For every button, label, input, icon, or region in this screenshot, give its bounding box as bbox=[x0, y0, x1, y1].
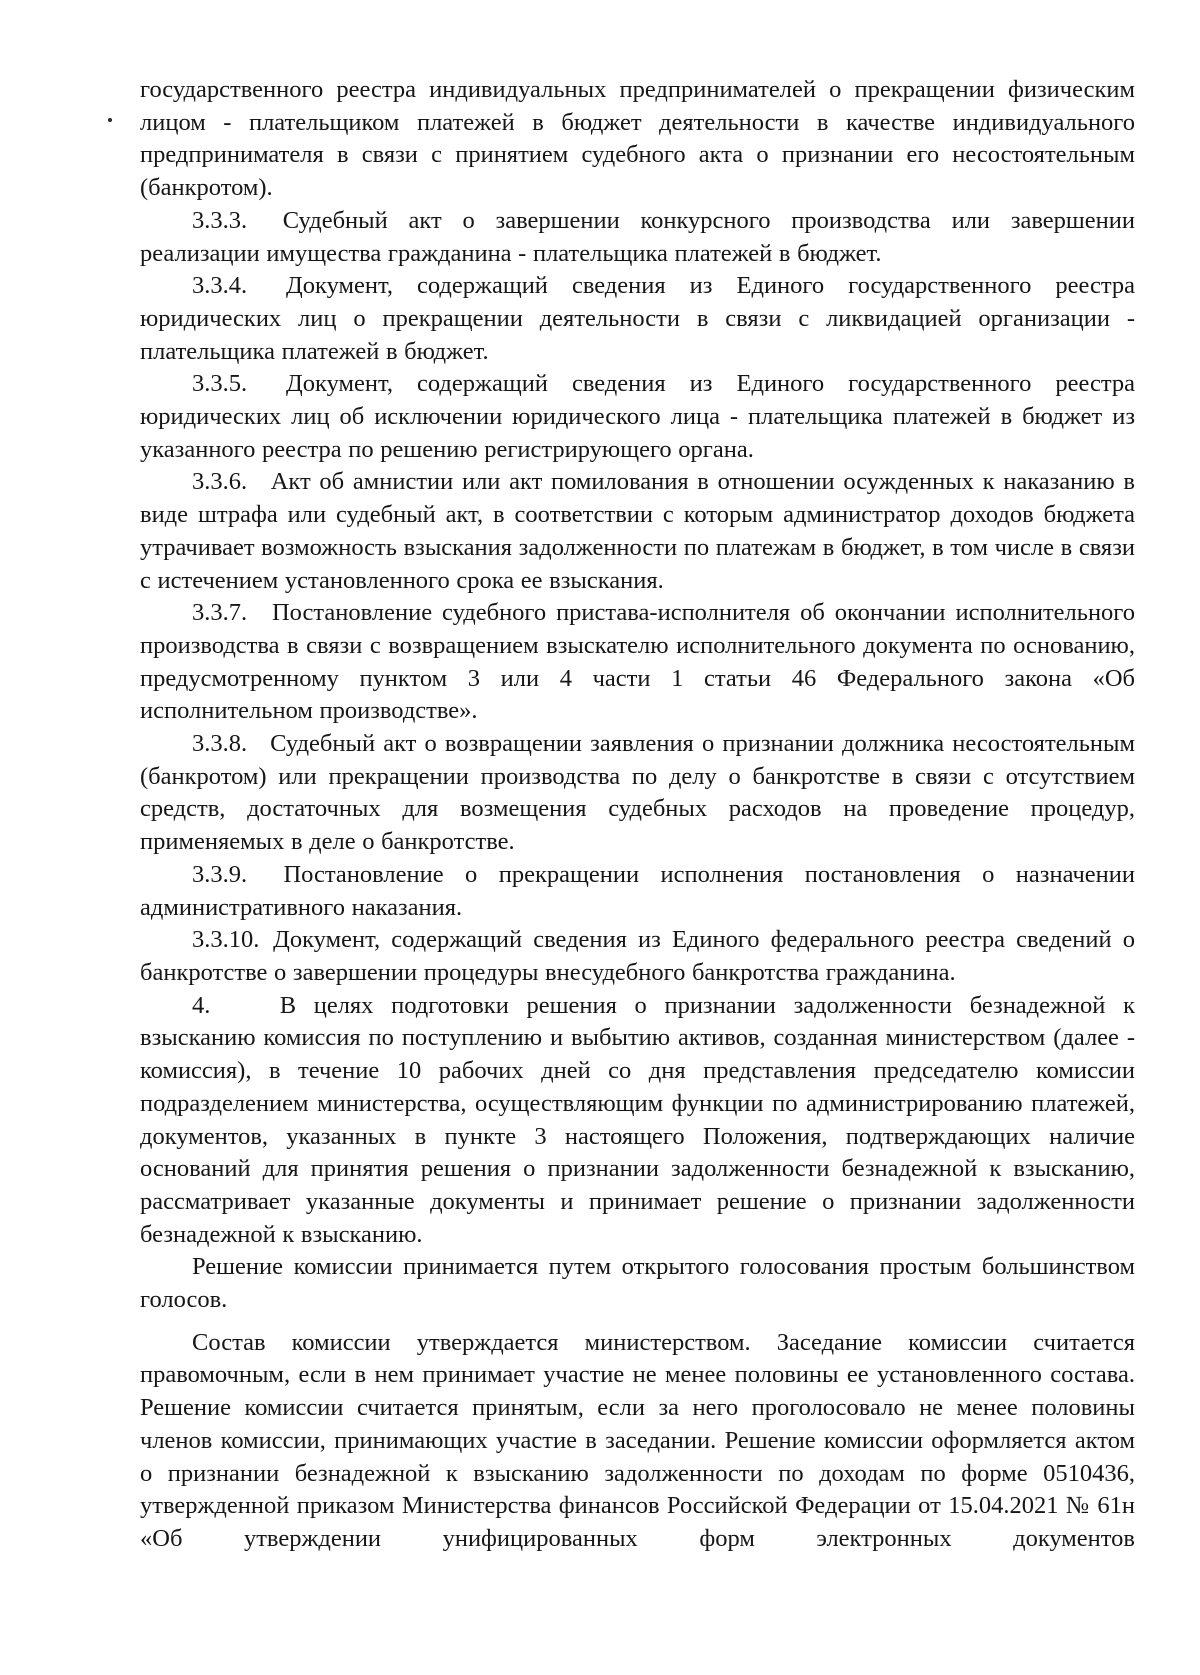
clause-number: 4. bbox=[192, 991, 211, 1019]
clause-text: Судебный акт о возвращении заявления о признании должника несостоятельным (банкротом) или прекращении производства по делу о банкротстве в связи с отсутствием средств, достаточных для возмещения судебных расходов на проведение процедур, применяемых в деле о банкротстве. bbox=[140, 730, 1136, 856]
clause-number: 3.3.6. bbox=[192, 468, 248, 496]
paragraph-text: государственного реестра индивидуальных предпринимателей о прекращении физическим лицом - плательщиком платежей в бюджет деятельности в качестве индивидуального предпринимателя в связи с принятием судебного акта о признании его несостоятельным (банкротом). bbox=[140, 76, 1135, 202]
scan-speck-mark bbox=[108, 118, 112, 122]
clause-number: 3.3.10. bbox=[192, 926, 260, 954]
document-body bbox=[140, 74, 1135, 1556]
clause-3-3-4 bbox=[140, 270, 1135, 368]
clause-text: Акт об амнистии или акт помилования в отношении осужденных к наказанию в виде штрафа или судебный акт, в соответствии с которым администратор доходов бюджета утрачивает возможность взыскания задолженности по платежам в бюджет, в том числе в связи с истечением установленного срока ее взыскания. bbox=[140, 468, 1135, 594]
clause-3-3-6 bbox=[140, 466, 1135, 597]
paragraph-text: Состав комиссии утверждается министерством. Заседание комиссии считается правомочным, если в нем принимает участие не менее половины ее установленного состава. Решение комиссии считается принятым, если за него проголосовало не менее половины членов комиссии, принимающих участие в заседании. Решение комиссии оформляется актом о признании безнадежной к взысканию задолженности по доходам по форме 0510436, утвержденной приказом Министерства финансов Российской Федерации от 15.04.2021 № 61н «Об утверждении унифицированных форм электронных документов bbox=[140, 1328, 1135, 1552]
paragraph-voting bbox=[140, 1251, 1135, 1316]
clause-text: Постановление о прекращении исполнения постановления о назначении административного наказания. bbox=[140, 860, 1135, 921]
clause-3-3-10 bbox=[140, 924, 1135, 989]
paragraph-continuation bbox=[140, 74, 1135, 205]
clause-text: Судебный акт о завершении конкурсного производства или завершении реализации имущества гражданина - плательщика платежей в бюджет. bbox=[140, 206, 1135, 267]
clause-number: 3.3.8. bbox=[192, 730, 248, 758]
clause-text: Постановление судебного пристава-исполнителя об окончании исполнительного производства в связи с возвращением взыскателю исполнительного документа по основанию, предусмотренному пунктом 3 или 4 части 1 статьи 46 Федерального закона «Об исполнительном производстве». bbox=[140, 599, 1135, 725]
clause-text: Документ, содержащий сведения из Единого государственного реестра юридических лиц о прекращении деятельности в связи с ликвидацией организации - плательщика платежей в бюджет. bbox=[140, 272, 1136, 365]
clause-3-3-9 bbox=[140, 859, 1135, 924]
clause-number: 3.3.5. bbox=[192, 370, 248, 398]
clause-text: В целях подготовки решения о признании задолженности безнадежной к взысканию комиссия по поступлению и выбытию активов, созданная министерством (далее - комиссия), в течение 10 рабочих дней со дня представления председателю комиссии подразделением министерства, осуществляющим функции по администрированию платежей, документов, указанных в пункте 3 настоящего Положения, подтверждающих наличие оснований для принятия решения о признании задолженности безнадежной к взысканию, рассматривает указанные документы и принимает решение о признании задолженности безнадежной к взысканию. bbox=[140, 991, 1136, 1248]
clause-3-3-3 bbox=[140, 205, 1135, 270]
paragraph-commission-composition bbox=[140, 1327, 1135, 1556]
clause-text: Документ, содержащий сведения из Единого федерального реестра сведений о банкротстве о завершении процедуры внесудебного банкротства гражданина. bbox=[140, 926, 1136, 986]
clause-number: 3.3.3. bbox=[192, 206, 248, 234]
clause-3-3-7 bbox=[140, 597, 1135, 728]
clause-3-3-8 bbox=[140, 728, 1135, 859]
clause-text: Документ, содержащий сведения из Единого государственного реестра юридических лиц об исключении юридического лица - плательщика платежей в бюджет из указанного реестра по решению регистрирующего органа. bbox=[140, 370, 1136, 463]
paragraph-text: Решение комиссии принимается путем открытого голосования простым большинством голосов. bbox=[140, 1253, 1135, 1314]
clause-number: 3.3.9. bbox=[192, 860, 248, 888]
clause-number: 3.3.7. bbox=[192, 599, 248, 627]
clause-4 bbox=[140, 990, 1135, 1252]
clause-3-3-5 bbox=[140, 368, 1135, 466]
clause-number: 3.3.4. bbox=[192, 272, 248, 300]
